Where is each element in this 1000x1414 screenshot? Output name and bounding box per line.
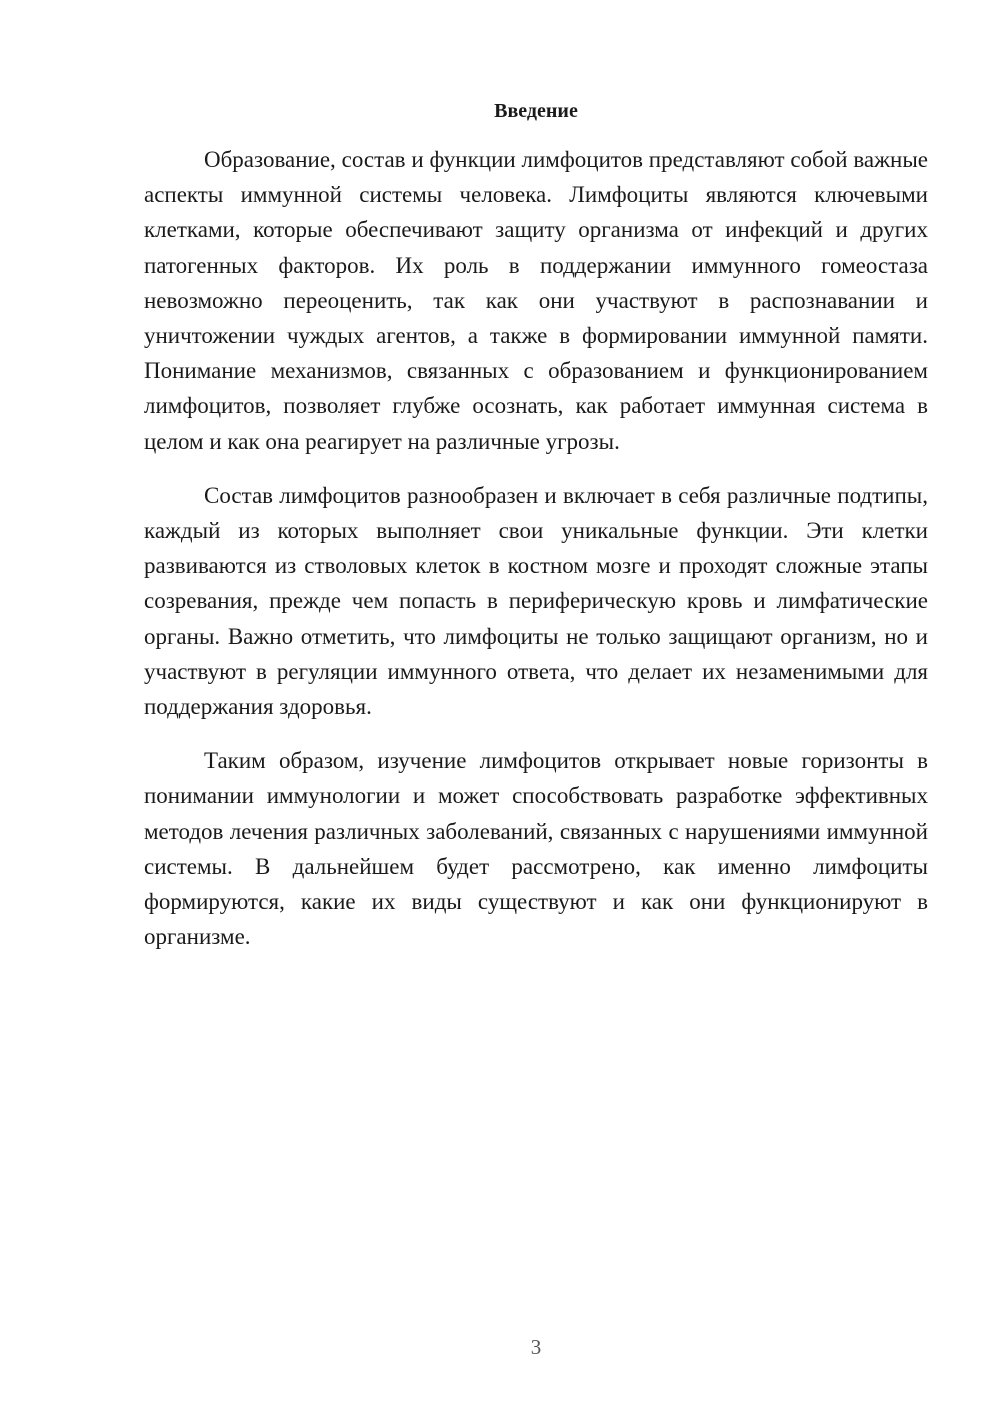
body-text	[144, 142, 928, 973]
paragraph-1: Образование, состав и функции лимфоцитов представляют собой важные аспекты иммунной системы человека. Лимфоциты являются ключевыми клетками, которые обеспечивают защиту организма от инфекций и других патогенных факторов. Их роль в поддержании иммунного гомеостаза невозможно переоценить, так как они участвуют в распознавании и уничтожении чуждых агентов, а также в формировании иммунной памяти. Понимание механизмов, связанных с образованием и функционированием лимфоцитов, позволяет глубже осознать, как работает иммунная система в целом и как она реагирует на различные угрозы.	[144, 147, 928, 454]
page-number: 3	[530, 1335, 542, 1359]
paragraph-3: Таким образом, изучение лимфоцитов открывает новые горизонты в понимании иммунологии и может способствовать разработке эффективных методов лечения различных заболеваний, связанных с нарушениями иммунной системы. В дальнейшем будет рассмотрено, как именно лимфоциты формируются, какие их виды существуют и как они функционируют в организме.	[144, 748, 928, 950]
paragraph-2: Состав лимфоцитов разнообразен и включает в себя различные подтипы, каждый из которых выполняет свои уникальные функции. Эти клетки развиваются из стволовых клеток в костном мозге и проходят сложные этапы созревания, прежде чем попасть в периферическую кровь и лимфатические органы. Важно отметить, что лимфоциты не только защищают организм, но и участвуют в регуляции иммунного ответа, что делает их незаменимыми для поддержания здоровья.	[144, 482, 928, 720]
page-title: Введение	[494, 100, 578, 122]
